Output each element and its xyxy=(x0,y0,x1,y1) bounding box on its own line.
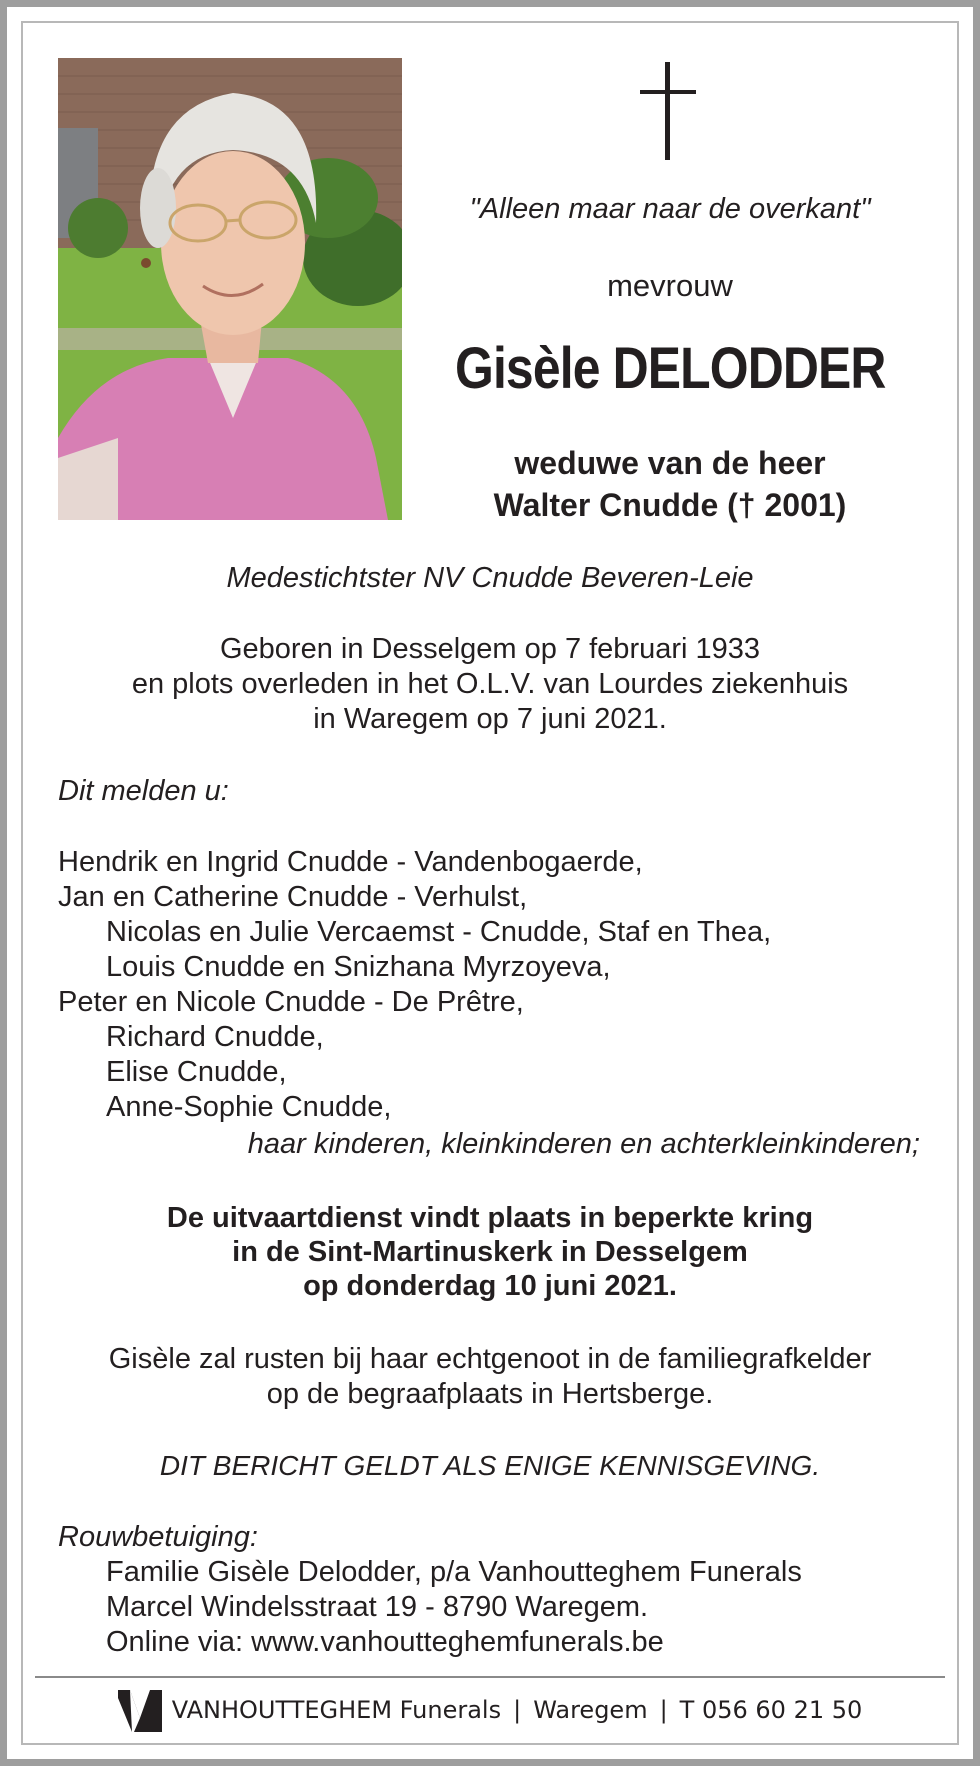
condolences xyxy=(58,1520,802,1660)
honorific: mevrouw xyxy=(607,268,733,303)
condolences-line-1: Familie Gisèle Delodder, p/a Vanhoutteghem Funerals xyxy=(106,1556,802,1588)
portrait-photo xyxy=(58,58,402,520)
born-line-3: in Waregem op 7 juni 2021. xyxy=(313,703,667,735)
footer xyxy=(0,1685,980,1735)
condolences-line-2: Marcel Windelsstraat 19 - 8790 Waregem. xyxy=(106,1591,649,1623)
footer-separator: | xyxy=(659,1696,668,1724)
service-line-2: in de Sint-Martinuskerk in Desselgem xyxy=(232,1236,748,1268)
family-member: Elise Cnudde, xyxy=(106,1056,287,1088)
family-member: Richard Cnudde, xyxy=(106,1021,324,1053)
relation-line: haar kinderen, kleinkinderen en achterkleinkinderen; xyxy=(247,1128,920,1160)
widow-statement xyxy=(430,442,910,526)
widow-line-1: weduwe van de heer xyxy=(514,445,826,481)
memorial-quote: "Alleen maar naar de overkant" xyxy=(469,193,871,225)
service-line-3: op donderdag 10 juni 2021. xyxy=(303,1270,677,1302)
deceased-name: Gisèle DELODDER xyxy=(455,336,886,401)
family-member: Nicolas en Julie Vercaemst - Cnudde, Staf en Thea, xyxy=(106,916,772,948)
announce-label: Dit melden u: xyxy=(58,775,229,807)
birth-death-text xyxy=(0,632,980,737)
footer-divider xyxy=(35,1676,945,1678)
funeral-home-logo-icon xyxy=(118,1688,162,1732)
condolences-label: Rouwbetuiging: xyxy=(58,1521,258,1553)
funeral-service xyxy=(0,1201,980,1303)
family-member: Anne-Sophie Cnudde, xyxy=(106,1091,392,1123)
cross-icon xyxy=(640,62,696,160)
notice-line: DIT BERICHT GELDT ALS ENIGE KENNISGEVING. xyxy=(159,1450,821,1481)
born-line-1: Geboren in Desselgem op 7 februari 1933 xyxy=(219,633,761,665)
family-member: Peter en Nicole Cnudde - De Prêtre, xyxy=(58,986,524,1018)
family-member: Hendrik en Ingrid Cnudde - Vandenbogaerde, xyxy=(58,846,643,878)
footer-city: Waregem xyxy=(533,1696,648,1724)
rest-line-2: op de begraafplaats in Hertsberge. xyxy=(266,1378,714,1410)
footer-phone: T 056 60 21 50 xyxy=(679,1696,863,1724)
footer-company: VANHOUTTEGHEM Funerals xyxy=(171,1696,502,1724)
footer-separator: | xyxy=(513,1696,522,1724)
widow-line-2: Walter Cnudde († 2001) xyxy=(493,487,847,523)
rest-line-1: Gisèle zal rusten bij haar echtgenoot in de familiegrafkelder xyxy=(108,1343,872,1375)
family-list xyxy=(58,845,771,1125)
resting-place xyxy=(0,1342,980,1412)
service-line-1: De uitvaartdienst vindt plaats in beperkte kring xyxy=(166,1202,814,1234)
born-line-2: en plots overleden in het O.L.V. van Lourdes ziekenhuis xyxy=(131,668,849,700)
family-member: Louis Cnudde en Snizhana Myrzoyeva, xyxy=(106,951,611,983)
founder-line: Medestichtster NV Cnudde Beveren-Leie xyxy=(226,562,754,594)
condolences-website-link[interactable]: Online via: www.vanhoutteghemfunerals.be xyxy=(106,1626,664,1658)
family-member: Jan en Catherine Cnudde - Verhulst, xyxy=(58,881,528,913)
